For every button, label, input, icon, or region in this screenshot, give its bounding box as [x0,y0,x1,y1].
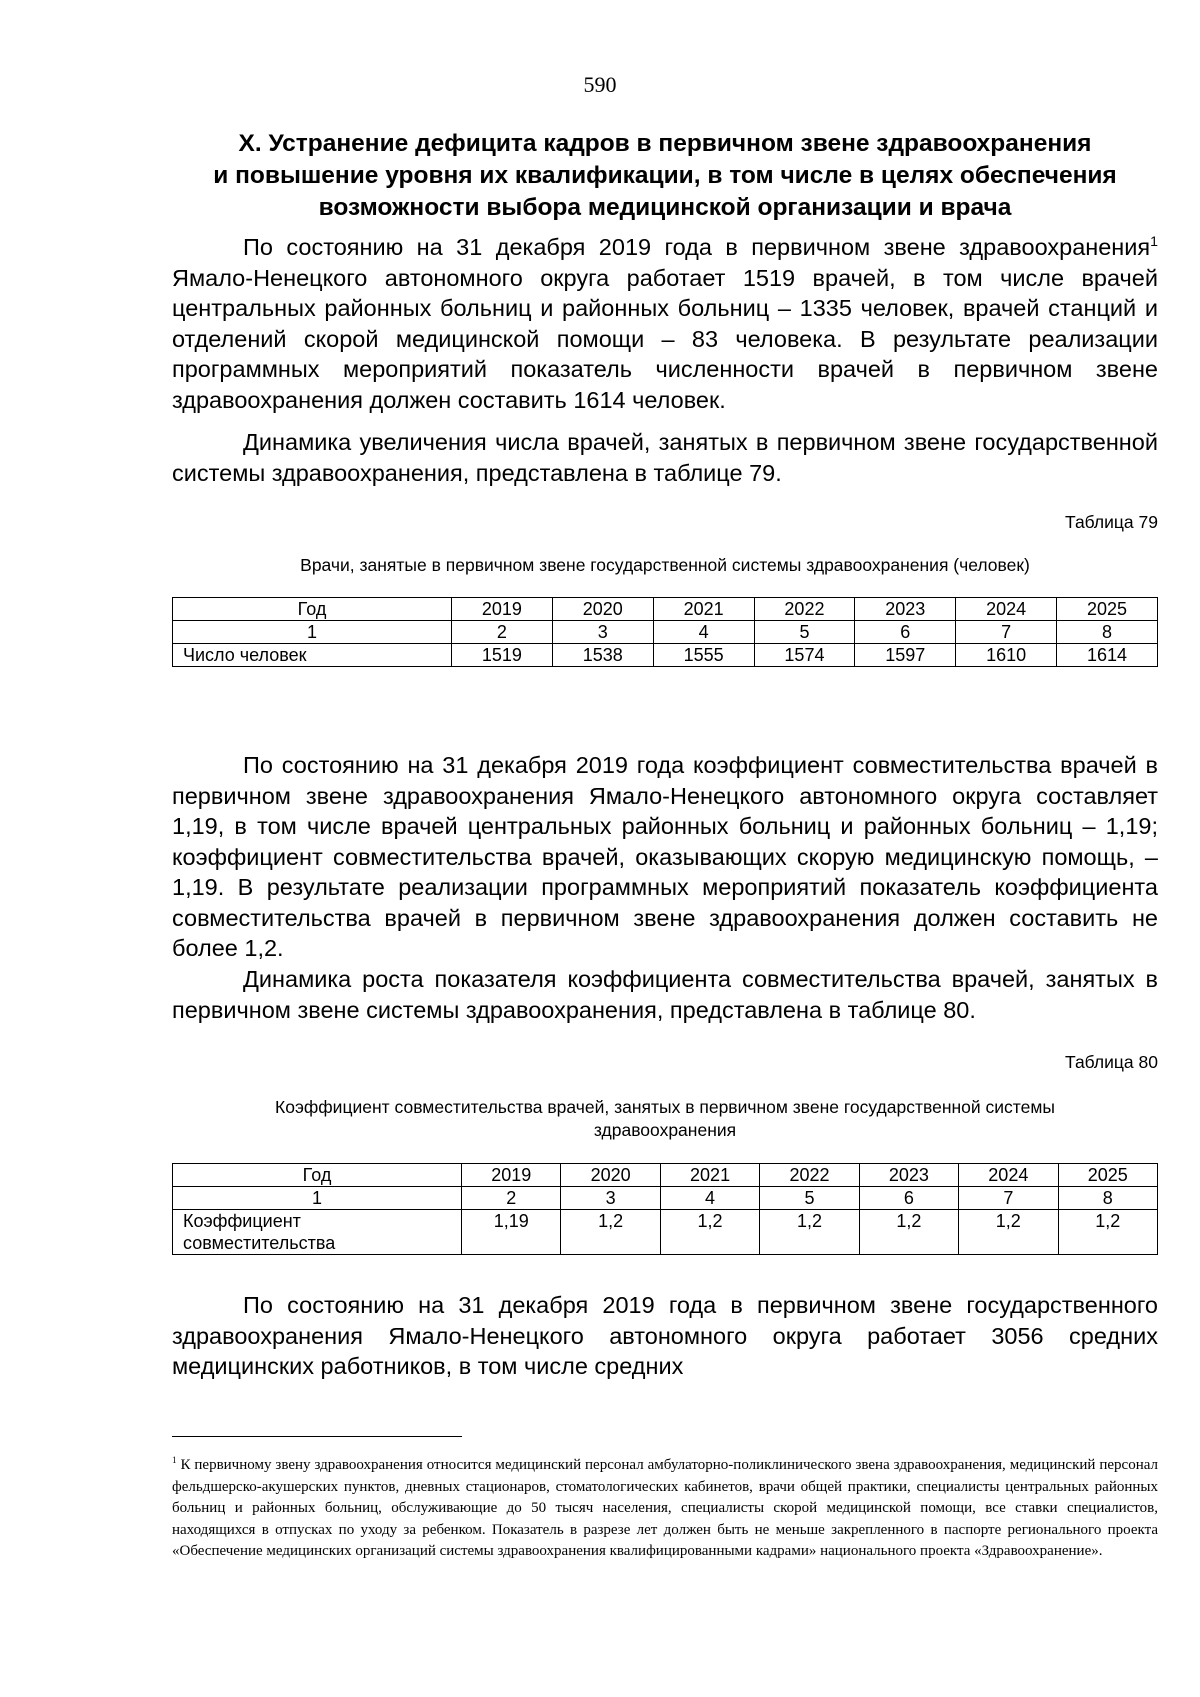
table-cell: 1555 [653,644,754,667]
table-cell: 6 [859,1187,958,1210]
table-cell: 6 [855,621,956,644]
footnote-text: К первичному звену здравоохранения относится медицинский персонал амбулаторно-поликлинического звена здравоохранения, медицинский персонал фельдшерско-акушерских пунктов, дневных стационаров, стоматологических кабинетов, врачи общей практики, специалисты центральных районных больниц и районных больниц, обслуживающие до 50 тысяч населения, специалисты скорой медицинской помощи, все ставки специалистов, находящихся в отпусках по уходу за ребенком. Показатель в разрезе лет должен быть не меньше закрепленного в паспорте регионального проекта «Обеспечение медицинских организаций системы здравоохранения квалифицированными кадрами» национального проекта «Здравоохранение». [172,1457,1158,1559]
table-cell: 3 [552,621,653,644]
table-cell: 3 [561,1187,660,1210]
table-80-data-row [173,1210,1158,1255]
table-cell: 4 [660,1187,759,1210]
paragraph-1-part-2: Ямало-Ненецкого автономного округа работает 1519 врачей, в том числе врачей центральных районных больниц и районных больниц – 1335 человек, врачей станций и отделений скорой медицинской помощи – 83 человека. В результате реализации программных мероприятий показатель численности врачей в первичном звене здравоохранения должен составить 1614 человек. [172,264,1158,413]
table-cell: 2 [452,621,553,644]
table-cell: 1610 [956,644,1057,667]
table-80-title [172,1096,1158,1142]
heading-line-2: и повышение уровня их квалификации, в том числе в целях обеспечения [213,162,1117,189]
table-header-cell: 2024 [959,1164,1058,1187]
table-row-label [173,1210,462,1255]
table-cell: 7 [956,621,1057,644]
table-cell: 2 [462,1187,561,1210]
table-cell: 1,2 [959,1210,1058,1255]
table-header-cell: 2021 [653,598,754,621]
table-79-number-row [173,621,1158,644]
table-header-cell: 2019 [462,1164,561,1187]
table-79 [172,597,1158,667]
heading-line-1: X. Устранение дефицита кадров в первичном звене здравоохранения [238,130,1092,157]
table-cell: 1597 [855,644,956,667]
table-cell: 1,19 [462,1210,561,1255]
table-header-cell: 2020 [561,1164,660,1187]
table-header-cell: 2025 [1057,598,1158,621]
table-row-label: Число человек [173,644,452,667]
table-79-data-row [173,644,1158,667]
table-header-cell: 2021 [660,1164,759,1187]
paragraph-5: По состоянию на 31 декабря 2019 года в первичном звене государственного здравоохранения Ямало-Ненецкого автономного округа работает 3056 средних медицинских работников, в том числе средних [172,1292,1158,1379]
footnote-marker: 1 [172,1455,177,1465]
row-label-line-1: Коэффициент [183,1211,301,1231]
table-header-cell: 2023 [859,1164,958,1187]
table-cell: 1,2 [660,1210,759,1255]
paragraph-1 [172,232,1158,415]
table-header-cell: 2023 [855,598,956,621]
table-cell: 1574 [754,644,855,667]
table-header-cell: 2019 [452,598,553,621]
page-number: 590 [583,72,617,97]
table-cell: 1,2 [760,1210,859,1255]
table-80-number-row [173,1187,1158,1210]
table-79-title: Врачи, занятые в первичном звене государственной системы здравоохранения (человек) [300,555,1030,575]
section-heading [170,128,1160,224]
table-cell: 7 [959,1187,1058,1210]
footnote-separator [172,1436,462,1437]
table-cell: 1 [173,621,452,644]
table-cell: 1,2 [859,1210,958,1255]
paragraph-4: Динамика роста показателя коэффициента совместительства врачей, занятых в первичном звене системы здравоохранения, представлена в таблице 80. [172,966,1158,1023]
table-cell: 1,2 [561,1210,660,1255]
table-cell: 1519 [452,644,553,667]
table-cell: 8 [1058,1187,1157,1210]
footnote-reference: 1 [1150,233,1158,250]
table-cell: 5 [754,621,855,644]
paragraph-1-part-1: По состоянию на 31 декабря 2019 года в первичном звене здравоохранения [243,234,1151,260]
paragraph-2: Динамика увеличения числа врачей, занятых в первичном звене государственной системы здравоохранения, представлена в таблице 79. [172,429,1158,486]
row-label-line-2: совместительства [183,1233,336,1253]
table-79-label: Таблица 79 [1065,512,1158,532]
table-header-cell: 2022 [760,1164,859,1187]
footnote [172,1455,1158,1563]
table-header-cell: 2024 [956,598,1057,621]
table-header-cell: 2020 [552,598,653,621]
table-header-cell: Год [173,598,452,621]
table-cell: 4 [653,621,754,644]
table-cell: 1538 [552,644,653,667]
table-80-title-line-1: Коэффициент совместительства врачей, занятых в первичном звене государственной системы [275,1097,1055,1117]
table-cell: 8 [1057,621,1158,644]
table-80-label: Таблица 80 [1065,1052,1158,1072]
table-header-cell: Год [173,1164,462,1187]
table-cell: 5 [760,1187,859,1210]
heading-line-3: возможности выбора медицинской организации и врача [318,194,1012,221]
table-80 [172,1163,1158,1255]
table-header-cell: 2025 [1058,1164,1157,1187]
table-80-header-row [173,1164,1158,1187]
table-79-header-row [173,598,1158,621]
table-header-cell: 2022 [754,598,855,621]
paragraph-3: По состоянию на 31 декабря 2019 года коэффициент совместительства врачей в первичном звене здравоохранения Ямало-Ненецкого автономного округа составляет 1,19, в том числе врачей центральных районных больниц и районных больниц – 1,19; коэффициент совместительства врачей, оказывающих скорую медицинскую помощь, – 1,19. В результате реализации программных мероприятий показатель коэффициента совместительства врачей в первичном звене здравоохранения должен составить не более 1,2. [172,752,1158,961]
table-cell: 1,2 [1058,1210,1157,1255]
table-cell: 1614 [1057,644,1158,667]
table-80-title-line-2: здравоохранения [593,1120,737,1140]
table-cell: 1 [173,1187,462,1210]
